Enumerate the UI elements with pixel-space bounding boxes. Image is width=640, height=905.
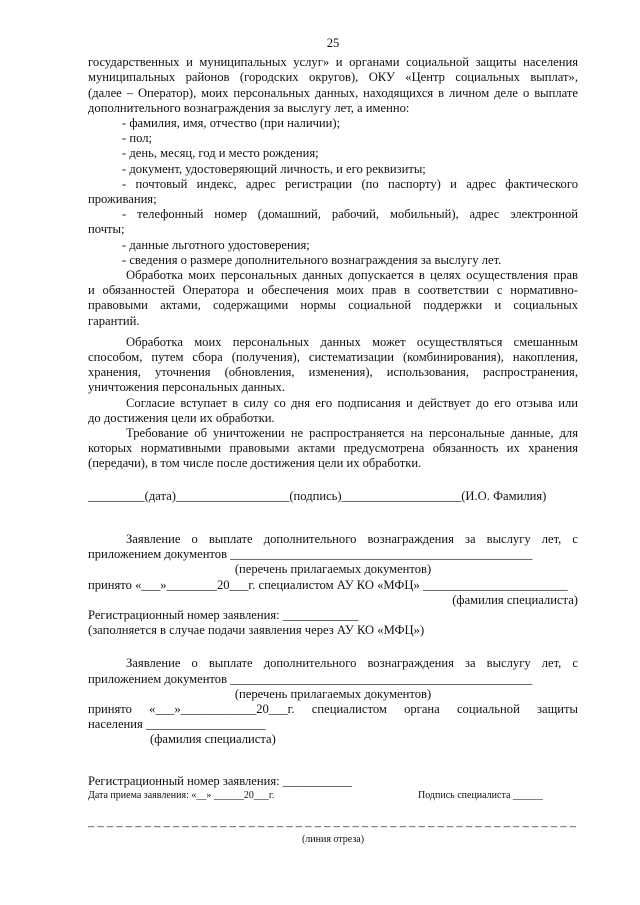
receipt-row <box>88 789 578 803</box>
specialist-signature: Подпись специалиста ______ <box>418 789 543 801</box>
list-item: - сведения о размере дополнительного вознаграждения за выслугу лет. <box>122 252 502 267</box>
consent-intro <box>88 55 578 116</box>
text-line: гарантий. <box>88 313 140 328</box>
text-line: (далее – Оператор), моих персональных данных, находящихся в личном деле о выплате <box>88 85 578 100</box>
text-line: уничтожения персональных данных. <box>88 380 285 395</box>
registration-number-line: Регистрационный номер заявления: ____________ <box>88 607 359 622</box>
list-item: - документ, удостоверяющий личность, и его реквизиты; <box>122 161 426 176</box>
text-line: хранения, уточнения (обновления, изменения), использования, распространения, <box>88 365 578 380</box>
text-line: и обязанностей Оператора и обеспечения моих прав в соответствии с нормативно- <box>88 283 578 298</box>
caption-mfc-note: (заполняется в случае подачи заявления через АУ КО «МФЦ») <box>88 623 425 638</box>
paragraph-destruction <box>88 426 578 472</box>
caption-specialist-name: (фамилия специалиста) <box>452 592 578 607</box>
documents-line: приложением документов ________________________________________________ <box>88 547 533 562</box>
list-item-continuation: почты; <box>88 222 125 237</box>
text-line: Требование об уничтожении не распространяется на персональные данные, для <box>126 426 578 441</box>
cut-line-label: (линия отреза) <box>301 833 365 845</box>
text-line: правовыми актами, содержащими нормы социальной поддержки и социальных <box>88 298 578 313</box>
text-line: которых нормативными правовыми актами предусмотрена обязанность их хранения <box>88 441 578 456</box>
caption-documents-list: (перечень прилагаемых документов) <box>234 686 432 701</box>
personal-data-list <box>88 116 578 268</box>
text-line: Обработка моих персональных данных может осуществляться смешанным <box>126 334 578 349</box>
population-line: населения ___________________ <box>88 717 266 732</box>
caption-specialist-name: (фамилия специалиста) <box>150 732 276 747</box>
text-line: Заявление о выплате дополнительного вознаграждения за выслугу лет, с <box>126 656 578 671</box>
list-item: - телефонный номер (домашний, рабочий, мобильный), адрес электронной <box>122 207 578 222</box>
accepted-line: принято «___»________20___г. специалистом АУ КО «МФЦ» _______________________ <box>88 577 568 592</box>
list-item: - день, месяц, год и место рождения; <box>122 146 319 161</box>
list-item: - фамилия, имя, отчество (при наличии); <box>122 116 341 131</box>
text-line: муниципальных районов (городских округов), ОКУ «Центр социальных выплат», <box>88 70 578 85</box>
list-item: - пол; <box>122 131 152 146</box>
text-line: до достижения цели их обработки. <box>88 410 275 425</box>
registration-number-line: Регистрационный номер заявления: ___________ <box>88 773 353 788</box>
list-item: - почтовый индекс, адрес регистрации (по паспорту) и адрес фактического <box>122 176 578 191</box>
text-line: Заявление о выплате дополнительного вознаграждения за выслугу лет, с <box>126 531 578 546</box>
text-line: Обработка моих персональных данных допускается в целях осуществления прав <box>126 268 578 283</box>
text-line: способом, путем сбора (получения), систематизации (комбинирования), накопления, <box>88 350 578 365</box>
paragraph-validity <box>88 396 578 426</box>
page-number: 25 <box>326 36 340 50</box>
paragraph-purpose <box>88 268 578 329</box>
accepted-line: принято «___»____________20___г. специалистом органа социальной защиты <box>88 701 578 716</box>
signature-line: _________(дата)__________________(подпись)___________________(И.О. Фамилия) <box>88 488 547 503</box>
text-line: Согласие вступает в силу со дня его подписания и действует до его отзыва или <box>126 395 578 410</box>
mfc-acceptance-block <box>88 532 578 638</box>
list-item-continuation: проживания; <box>88 192 157 207</box>
paragraph-processing <box>88 335 578 396</box>
tear-off-block <box>88 774 578 846</box>
date-received: Дата приема заявления: «__» ______20___г. <box>88 789 275 801</box>
text-line: государственных и муниципальных услуг» и органами социальной защиты населения <box>88 55 578 70</box>
list-item: - данные льготного удостоверения; <box>122 237 310 252</box>
documents-line: приложением документов ________________________________________________ <box>88 671 533 686</box>
text-line: дополнительного вознаграждения за выслугу лет, а именно: <box>88 100 410 115</box>
caption-documents-list: (перечень прилагаемых документов) <box>234 562 432 577</box>
document-page <box>88 36 578 846</box>
cut-line: – – – – – – – – – – – – – – – – – – – – – – – – – – – – – – – – – – – – – – – – – – – – – – – – – – – – <box>88 818 577 833</box>
social-protection-block <box>88 656 578 747</box>
text-line: (передачи), в том числе после достижения цели их обработки. <box>88 456 422 471</box>
